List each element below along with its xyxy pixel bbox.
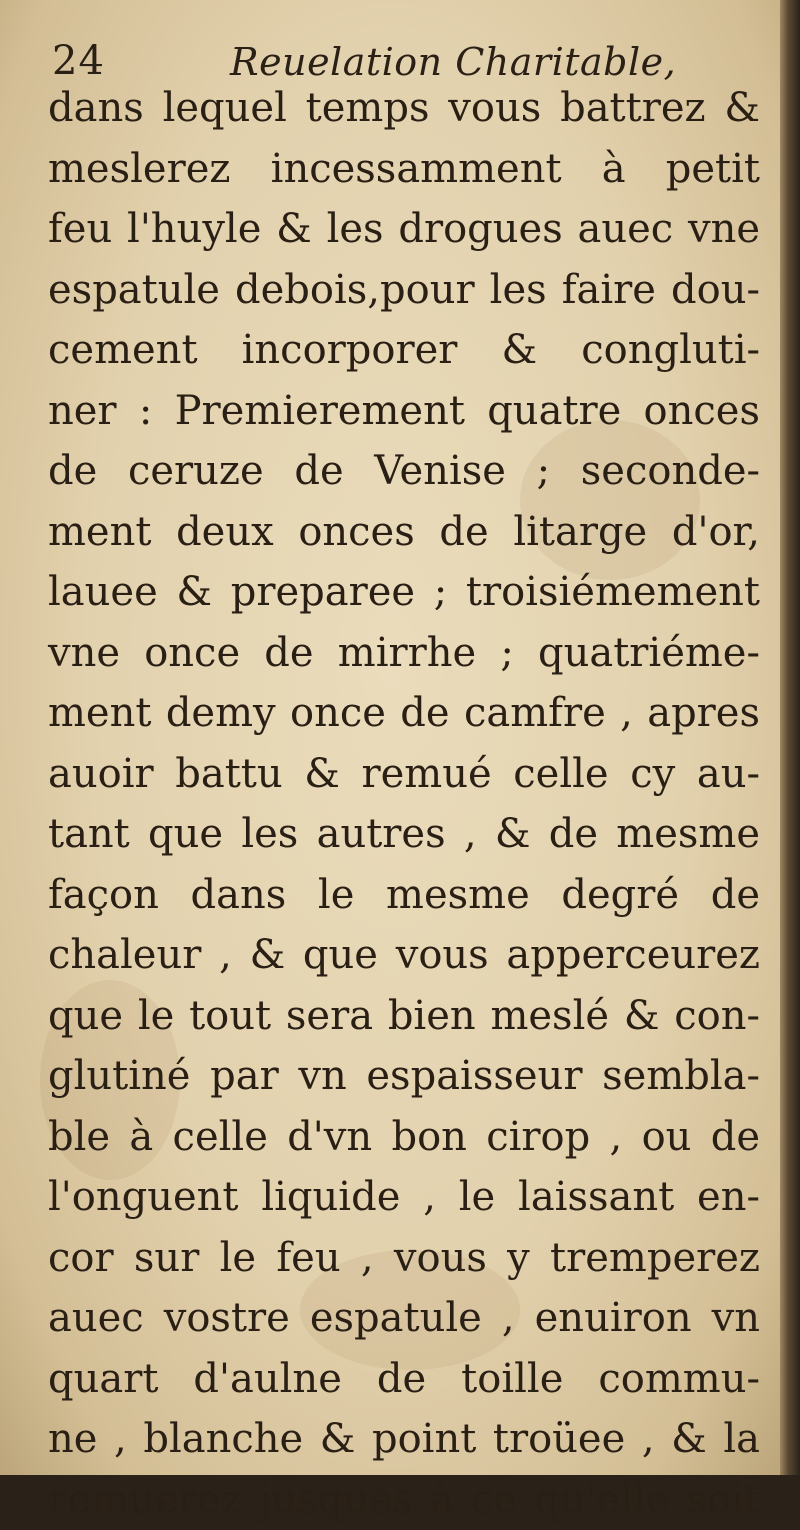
text-line: lauee & preparee ; troisiémement [48,562,760,623]
text-line: ner : Premierement quatre onces [48,381,760,442]
text-line: dans lequel temps vous battrez & [48,78,760,139]
text-line: ble à celle d'vn bon cirop , ou de [48,1107,760,1168]
text-line: feu l'huyle & les drogues auec vne [48,199,760,260]
text-line: cement incorporer & congluti- [48,320,760,381]
body-text [48,78,760,1530]
text-line: que le tout sera bien meslé & con- [48,986,760,1047]
page-number: 24 [52,38,105,84]
text-line: ne , blanche & point troüee , & la [48,1409,760,1470]
text-line: tant que les autres , & de mesme [48,804,760,865]
text-line: chaleur , & que vous apperceurez [48,925,760,986]
text-line: l'onguent liquide , le laissant en- [48,1167,760,1228]
text-line: remuerez jusques à ce qu'elle soit [48,1470,760,1530]
text-line: vne once de mirrhe ; quatriéme- [48,623,760,684]
text-line: auec vostre espatule , enuiron vn [48,1288,760,1349]
running-head-title: Reuelation Charitable, [230,40,676,84]
text-line: glutiné par vn espaisseur sembla- [48,1046,760,1107]
text-line: cor sur le feu , vous y tremperez [48,1228,760,1289]
text-line: meslerez incessamment à petit [48,139,760,200]
text-line: ment demy once de camfre , apres [48,683,760,744]
text-line: de ceruze de Venise ; seconde- [48,441,760,502]
page-edge-shadow [780,0,800,1475]
text-line: espatule debois,pour les faire dou- [48,260,760,321]
text-line: façon dans le mesme degré de [48,865,760,926]
text-line: ment deux onces de litarge d'or, [48,502,760,563]
text-line: auoir battu & remué celle cy au- [48,744,760,805]
text-line: quart d'aulne de toille commu- [48,1349,760,1410]
